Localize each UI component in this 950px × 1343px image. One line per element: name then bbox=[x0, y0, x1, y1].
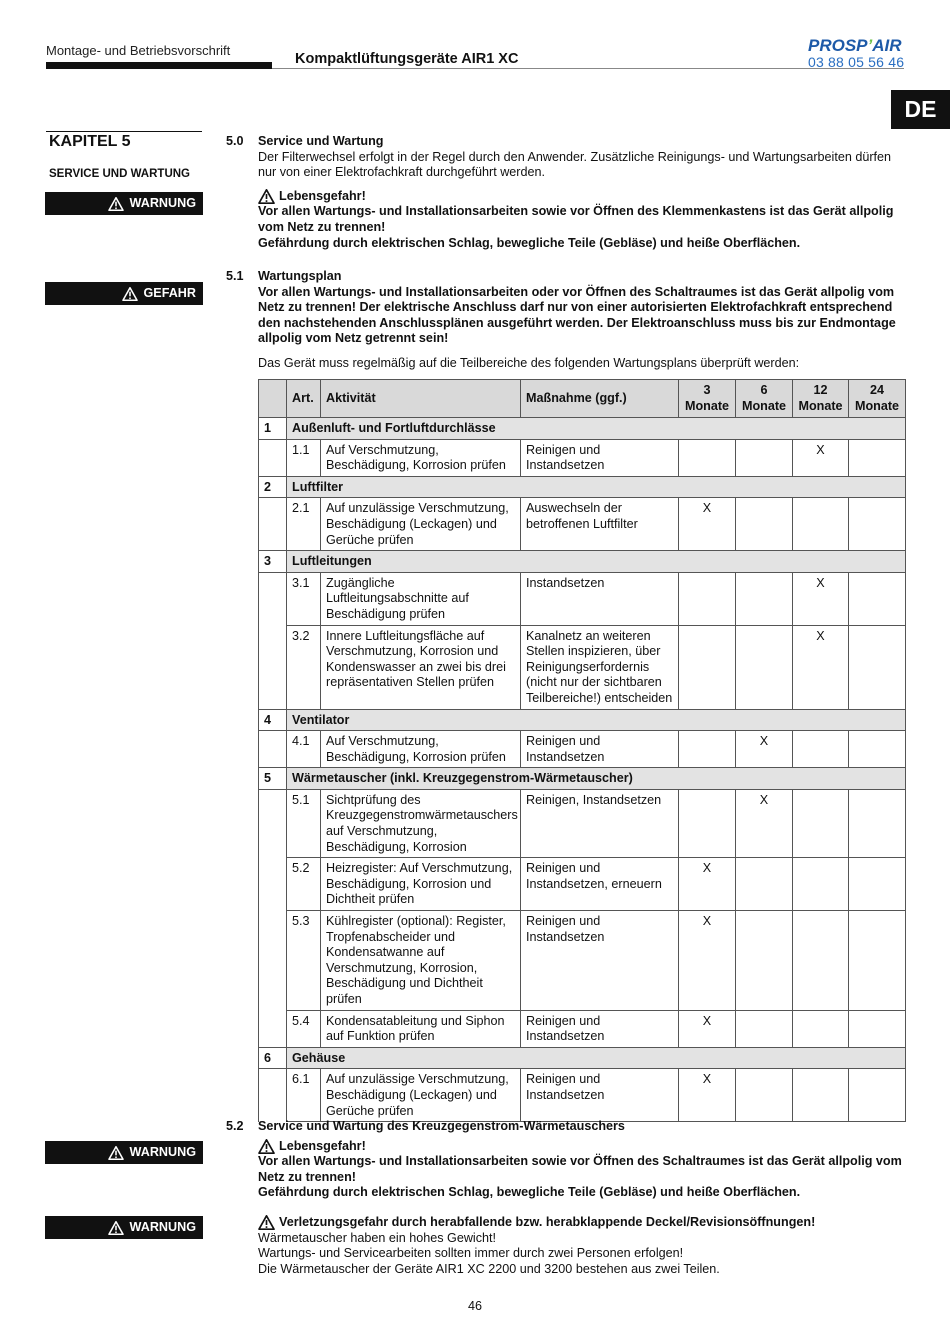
activity-cell: Kondensatableitung und Siphon auf Funktion prüfen bbox=[321, 1010, 521, 1047]
interval-3-months-cell bbox=[679, 572, 736, 625]
activity-cell: Auf unzulässige Verschmutzung, Beschädigung (Leckagen) und Gerüche prüfen bbox=[321, 1069, 521, 1122]
group-number: 3 bbox=[259, 551, 287, 573]
header-black-bar bbox=[46, 62, 272, 69]
interval-3-months-cell: X bbox=[679, 1010, 736, 1047]
art-cell: 4.1 bbox=[287, 731, 321, 768]
danger-badge-label: GEFAHR bbox=[143, 285, 196, 300]
activity-cell: Auf Verschmutzung, Beschädigung, Korrosion prüfen bbox=[321, 439, 521, 476]
activity-cell: Kühlregister (optional): Register, Tropfenabscheider und Kondensatwanne auf Verschmutzung, Korrosion, Beschädigung und Dichtheit prüfen bbox=[321, 911, 521, 1011]
section-intro: Das Gerät muss regelmäßig auf die Teilbereiche des folgenden Wartungsplans überprüft werden: bbox=[258, 355, 800, 370]
group-number: 2 bbox=[259, 476, 287, 498]
table-row bbox=[259, 498, 906, 551]
interval-12-months-cell bbox=[793, 498, 849, 551]
group-spacer-cell bbox=[259, 731, 287, 768]
section-title: Wartungsplan bbox=[258, 269, 342, 283]
warning-text: Vor allen Wartungs- und Installationsarbeiten sowie vor Öffnen des Schaltraumes ist das Gerät allpolig vom Netz zu trennen! bbox=[258, 1154, 902, 1184]
interval-24-months-cell bbox=[849, 858, 906, 911]
interval-24-months-cell bbox=[849, 625, 906, 709]
art-cell: 3.2 bbox=[287, 625, 321, 709]
prospair-logo bbox=[808, 38, 908, 70]
art-cell: 6.1 bbox=[287, 1069, 321, 1122]
interval-6-months-cell bbox=[736, 439, 793, 476]
art-cell: 5.4 bbox=[287, 1010, 321, 1047]
measure-cell: Auswechseln der betroffenen Luftfilter bbox=[521, 498, 679, 551]
interval-6-months-cell: X bbox=[736, 731, 793, 768]
header-measure: Maßnahme (ggf.) bbox=[521, 380, 679, 418]
warning-triangle-icon bbox=[258, 1139, 275, 1154]
art-cell: 5.1 bbox=[287, 789, 321, 857]
interval-3-months-cell bbox=[679, 439, 736, 476]
interval-24-months-cell bbox=[849, 572, 906, 625]
interval-6-months-cell bbox=[736, 572, 793, 625]
table-group-row bbox=[259, 768, 906, 790]
interval-3-months-cell: X bbox=[679, 911, 736, 1011]
warning-heading bbox=[258, 1139, 908, 1155]
interval-24-months-cell bbox=[849, 731, 906, 768]
logo-suffix: AIR bbox=[872, 36, 902, 55]
section-number: 5.1 bbox=[226, 269, 244, 283]
warning-title: Lebensgefahr! bbox=[279, 188, 366, 203]
interval-12-months-cell bbox=[793, 731, 849, 768]
interval-6-months-cell bbox=[736, 858, 793, 911]
table-group-row bbox=[259, 1047, 906, 1069]
section-5-0 bbox=[258, 134, 908, 251]
group-title: Ventilator bbox=[287, 709, 906, 731]
table-row bbox=[259, 625, 906, 709]
activity-cell: Heizregister: Auf Verschmutzung, Beschädigung, Korrosion und Dichtheit prüfen bbox=[321, 858, 521, 911]
group-number: 1 bbox=[259, 418, 287, 440]
document-title: Kompaktlüftungsgeräte AIR1 XC bbox=[295, 51, 519, 67]
art-cell: 1.1 bbox=[287, 439, 321, 476]
doc-type-label: Montage- und Betriebsvorschrift bbox=[46, 43, 231, 58]
interval-24-months-cell bbox=[849, 498, 906, 551]
warning-heading bbox=[258, 1215, 908, 1231]
table-group-row bbox=[259, 418, 906, 440]
interval-12-months-cell: X bbox=[793, 439, 849, 476]
table-row bbox=[259, 1069, 906, 1122]
group-spacer-cell bbox=[259, 572, 287, 625]
table-group-row bbox=[259, 709, 906, 731]
injury-warning-line: Die Wärmetauscher der Geräte AIR1 XC 2200 und 3200 bestehen aus zwei Teilen. bbox=[258, 1261, 720, 1276]
logo-phone: 03 88 05 56 46 bbox=[808, 53, 905, 70]
interval-6-months-cell bbox=[736, 498, 793, 551]
group-title: Wärmetauscher (inkl. Kreuzgegenstrom-Wärmetauscher) bbox=[287, 768, 906, 790]
warning-badge bbox=[45, 1216, 203, 1239]
section-number: 5.0 bbox=[226, 134, 244, 148]
interval-6-months-cell: X bbox=[736, 789, 793, 857]
warning-badge-label: WARNUNG bbox=[129, 1219, 196, 1234]
art-cell: 5.2 bbox=[287, 858, 321, 911]
interval-12-months-cell: X bbox=[793, 625, 849, 709]
group-spacer-cell bbox=[259, 911, 287, 1011]
section-title: Service und Wartung des Kreuzgegenstrom-Wärmetauschers bbox=[258, 1119, 625, 1133]
interval-3-months-cell: X bbox=[679, 1069, 736, 1122]
section-5-2 bbox=[258, 1119, 908, 1277]
interval-12-months-cell bbox=[793, 1069, 849, 1122]
interval-12-months-cell bbox=[793, 1010, 849, 1047]
interval-12-months-cell: X bbox=[793, 572, 849, 625]
table-row bbox=[259, 1010, 906, 1047]
table-row bbox=[259, 439, 906, 476]
language-tab: DE bbox=[891, 90, 950, 129]
measure-cell: Reinigen und Instandsetzen bbox=[521, 911, 679, 1011]
warning-text-2: Gefährdung durch elektrischen Schlag, bewegliche Teile (Gebläse) und heiße Oberflächen. bbox=[258, 1185, 801, 1200]
group-spacer-cell bbox=[259, 439, 287, 476]
interval-3-months-cell bbox=[679, 625, 736, 709]
section-text: Der Filterwechsel erfolgt in der Regel durch den Anwender. Zusätzliche Reinigungs- und Wartungsarbeiten dürfen nur von einer Elektrofachkraft durchgeführt werden. bbox=[258, 149, 892, 180]
danger-badge bbox=[45, 282, 203, 305]
warning-badge-label: WARNUNG bbox=[129, 195, 196, 210]
table-row bbox=[259, 858, 906, 911]
section-5-1 bbox=[258, 269, 908, 372]
injury-warning-title: Verletzungsgefahr durch herabfallende bzw. herabklappende Deckel/Revisionsöffnungen! bbox=[279, 1214, 816, 1229]
activity-cell: Auf unzulässige Verschmutzung, Beschädigung (Leckagen) und Gerüche prüfen bbox=[321, 498, 521, 551]
interval-12-months-cell bbox=[793, 858, 849, 911]
activity-cell: Innere Luftleitungsfläche auf Verschmutzung, Korrosion und Kondenswasser an zwei bis drei repräsentativen Stellen prüfen bbox=[321, 625, 521, 709]
danger-text: Vor allen Wartungs- und Installationsarbeiten oder vor Öffnen des Schaltraumes ist das Gerät allpolig vom Netz zu trennen! Der elektrische Anschluss darf nur von einer autorisierten Elektrofachkraft entsprechend den nachstehenden Anschlussplänen ausgeführt werden. Der Elektroanschluss muss bis zur Endmontage allpolig vom Netz getrennt sein! bbox=[258, 284, 896, 346]
group-number: 4 bbox=[259, 709, 287, 731]
header-24-months: 24 Monate bbox=[849, 380, 906, 418]
page-number: 46 bbox=[467, 1299, 482, 1313]
art-cell: 5.3 bbox=[287, 911, 321, 1011]
measure-cell: Kanalnetz an weiteren Stellen inspizieren, über Reinigungserfordernis (nicht nur der sichtbaren Teilbereiche!) entscheiden bbox=[521, 625, 679, 709]
warning-triangle-icon bbox=[122, 287, 138, 301]
header-6-months: 6 Monate bbox=[736, 380, 793, 418]
art-cell: 3.1 bbox=[287, 572, 321, 625]
chapter-title: KAPITEL 5 bbox=[49, 133, 131, 150]
warning-badge bbox=[45, 1141, 203, 1164]
logo-wordmark bbox=[808, 38, 908, 54]
table-group-row bbox=[259, 551, 906, 573]
interval-24-months-cell bbox=[849, 439, 906, 476]
group-number: 5 bbox=[259, 768, 287, 790]
art-cell: 2.1 bbox=[287, 498, 321, 551]
measure-cell: Reinigen, Instandsetzen bbox=[521, 789, 679, 857]
logo-prefix: PROSP bbox=[808, 36, 868, 55]
interval-6-months-cell bbox=[736, 911, 793, 1011]
warning-triangle-icon bbox=[108, 1146, 124, 1160]
warning-text-2: Gefährdung durch elektrischen Schlag, bewegliche Teile (Gebläse) und heiße Oberflächen. bbox=[258, 235, 801, 250]
group-spacer-cell bbox=[259, 498, 287, 551]
interval-6-months-cell bbox=[736, 1069, 793, 1122]
chapter-rule bbox=[46, 131, 202, 132]
group-title: Außenluft- und Fortluftdurchlässe bbox=[287, 418, 906, 440]
header-art: Art. bbox=[287, 380, 321, 418]
interval-3-months-cell: X bbox=[679, 498, 736, 551]
warning-heading bbox=[258, 189, 908, 205]
activity-cell: Sichtprüfung des Kreuzgegenstromwärmetauschers auf Verschmutzung, Beschädigung, Korrosion bbox=[321, 789, 521, 857]
interval-24-months-cell bbox=[849, 911, 906, 1011]
group-spacer-cell bbox=[259, 789, 287, 857]
warning-triangle-icon bbox=[108, 197, 124, 211]
warning-triangle-icon bbox=[258, 1215, 275, 1230]
table-group-row bbox=[259, 476, 906, 498]
warning-triangle-icon bbox=[258, 189, 275, 204]
header-3-months: 3 Monate bbox=[679, 380, 736, 418]
measure-cell: Reinigen und Instandsetzen bbox=[521, 1010, 679, 1047]
interval-12-months-cell bbox=[793, 911, 849, 1011]
table-row bbox=[259, 731, 906, 768]
group-spacer-cell bbox=[259, 1069, 287, 1122]
group-title: Gehäuse bbox=[287, 1047, 906, 1069]
measure-cell: Reinigen und Instandsetzen bbox=[521, 731, 679, 768]
header-12-months: 12 Monate bbox=[793, 380, 849, 418]
warning-title: Lebensgefahr! bbox=[279, 1138, 366, 1153]
interval-6-months-cell bbox=[736, 1010, 793, 1047]
warning-triangle-icon bbox=[108, 1221, 124, 1235]
table-row bbox=[259, 911, 906, 1011]
table-header-row bbox=[259, 380, 906, 418]
interval-6-months-cell bbox=[736, 625, 793, 709]
group-spacer-cell bbox=[259, 1010, 287, 1047]
interval-24-months-cell bbox=[849, 1069, 906, 1122]
injury-warning-line: Wartungs- und Servicearbeiten sollten immer durch zwei Personen erfolgen! bbox=[258, 1246, 684, 1261]
measure-cell: Reinigen und Instandsetzen bbox=[521, 439, 679, 476]
interval-3-months-cell bbox=[679, 789, 736, 857]
header-group bbox=[259, 380, 287, 418]
group-title: Luftleitungen bbox=[287, 551, 906, 573]
warning-badge-label: WARNUNG bbox=[129, 1144, 196, 1159]
injury-warning-line: Wärmetauscher haben ein hohes Gewicht! bbox=[258, 1230, 497, 1245]
table-row bbox=[259, 572, 906, 625]
group-spacer-cell bbox=[259, 625, 287, 709]
group-number: 6 bbox=[259, 1047, 287, 1069]
section-title: Service und Wartung bbox=[258, 134, 384, 148]
header-activity: Aktivität bbox=[321, 380, 521, 418]
measure-cell: Reinigen und Instandsetzen, erneuern bbox=[521, 858, 679, 911]
warning-text: Vor allen Wartungs- und Installationsarbeiten sowie vor Öffnen des Klemmenkastens ist das Gerät allpolig vom Netz zu trennen! bbox=[258, 204, 894, 234]
measure-cell: Reinigen und Instandsetzen bbox=[521, 1069, 679, 1122]
activity-cell: Auf Verschmutzung, Beschädigung, Korrosion prüfen bbox=[321, 731, 521, 768]
logo-apostrophe: ’ bbox=[867, 36, 873, 55]
interval-24-months-cell bbox=[849, 789, 906, 857]
group-title: Luftfilter bbox=[287, 476, 906, 498]
measure-cell: Instandsetzen bbox=[521, 572, 679, 625]
activity-cell: Zugängliche Luftleitungsabschnitte auf Beschädigung prüfen bbox=[321, 572, 521, 625]
interval-24-months-cell bbox=[849, 1010, 906, 1047]
interval-3-months-cell: X bbox=[679, 858, 736, 911]
table-row bbox=[259, 789, 906, 857]
section-number: 5.2 bbox=[226, 1119, 244, 1133]
interval-12-months-cell bbox=[793, 789, 849, 857]
interval-3-months-cell bbox=[679, 731, 736, 768]
warning-badge bbox=[45, 192, 203, 215]
maintenance-plan-table bbox=[258, 379, 906, 1122]
chapter-subtitle: SERVICE UND WARTUNG bbox=[49, 168, 190, 180]
group-spacer-cell bbox=[259, 858, 287, 911]
